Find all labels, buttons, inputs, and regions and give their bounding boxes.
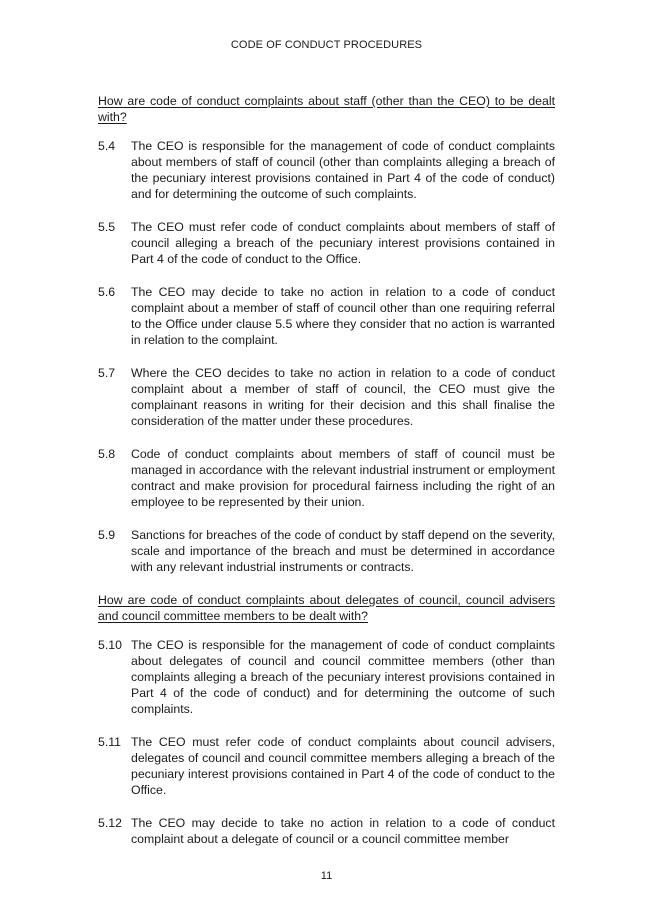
clause-5-9 — [98, 527, 555, 575]
clause-5-4 — [98, 138, 555, 202]
clause-number: 5.4 — [98, 139, 116, 153]
page-number: 11 — [320, 870, 333, 882]
page-content — [98, 93, 555, 847]
clause-number: 5.11 — [98, 735, 122, 749]
clause-text: The CEO is responsible for the management of code of conduct complaints about delegates of council and council committee members (other than complaints alleging a breach of the pecuniary interest provisions contained in Part 4 of the code of conduct) and for determining the outcome of such complaints. — [131, 638, 555, 716]
clause-5-10 — [98, 637, 555, 717]
clause-text: The CEO must refer code of conduct complaints about council advisers, delegates of council and council committee members alleging a breach of the pecuniary interest provisions contained in Part 4 of the code of conduct to the Office. — [131, 735, 555, 797]
clause-5-11 — [98, 734, 555, 798]
clause-text: The CEO may decide to take no action in relation to a code of conduct complaint about a member of staff of council other than one requiring referral to the Office under clause 5.5 where they consider that no action is warranted in relation to the complaint. — [131, 285, 555, 347]
clause-number: 5.5 — [98, 220, 116, 234]
clause-number: 5.10 — [98, 638, 122, 652]
clause-text: Where the CEO decides to take no action in relation to a code of conduct complaint about a member of staff of council, the CEO must give the complainant reasons in writing for their decision and this shall finalise the consideration of the matter under these procedures. — [131, 366, 555, 428]
clause-text: Sanctions for breaches of the code of conduct by staff depend on the severity, scale and importance of the breach and must be determined in accordance with any relevant industrial instruments or contracts. — [131, 528, 555, 574]
clause-5-5 — [98, 219, 555, 267]
clause-number: 5.8 — [98, 447, 116, 461]
section-heading-delegates: How are code of conduct complaints about delegates of council, council advisers and council committee members to be dealt with? — [98, 593, 555, 623]
clause-5-6 — [98, 284, 555, 348]
clause-text: The CEO may decide to take no action in relation to a code of conduct complaint about a delegate of council or a council committee member — [131, 816, 555, 846]
clause-5-7 — [98, 365, 555, 429]
clause-5-8 — [98, 446, 555, 510]
clause-text: The CEO is responsible for the management of code of conduct complaints about members of staff of council (other than complaints alleging a breach of the pecuniary interest provisions contained in Part 4 of the code of conduct) and for determining the outcome of such complaints. — [131, 139, 555, 201]
clause-text: Code of conduct complaints about members of staff of council must be managed in accordance with the relevant industrial instrument or employment contract and make provision for procedural fairness including the right of an employee to be represented by their union. — [131, 447, 555, 509]
clause-number: 5.12 — [98, 816, 122, 830]
clause-number: 5.9 — [98, 528, 116, 542]
clause-number: 5.7 — [98, 366, 116, 380]
clause-text: The CEO must refer code of conduct complaints about members of staff of council alleging a breach of the pecuniary interest provisions contained in Part 4 of the code of conduct to the Office. — [131, 220, 555, 266]
running-header: CODE OF CONDUCT PROCEDURES — [230, 39, 423, 51]
clause-5-12 — [98, 815, 555, 847]
section-heading-staff: How are code of conduct complaints about staff (other than the CEO) to be dealt with? — [98, 94, 555, 124]
clause-number: 5.6 — [98, 285, 116, 299]
